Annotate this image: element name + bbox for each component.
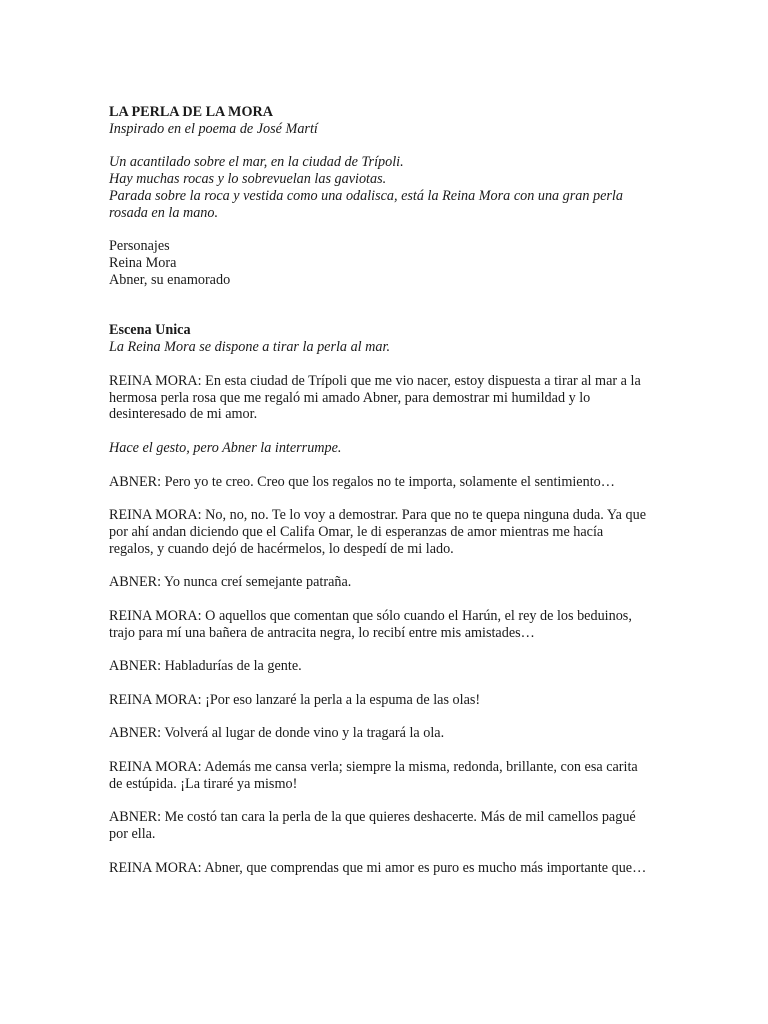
speaker-name: REINA MORA: bbox=[109, 372, 202, 389]
speaker-name: ABNER: bbox=[109, 809, 162, 826]
speech-text: Volverá al lugar de donde vino y la tragará la ola. bbox=[161, 725, 445, 742]
speech-text: No, no, no. Te lo voy a demostrar. Para que no te quepa ninguna duda. Ya que por ahí andan diciendo que el Califa Omar, le di esperanzas de amor mientras me hacía regalos, y cuando dejó de hacérmelos, lo despedí de mi lado. bbox=[109, 507, 647, 557]
speaker-name: ABNER: bbox=[109, 473, 162, 490]
dialogue-line bbox=[109, 608, 649, 642]
speaker-name: REINA MORA: bbox=[109, 759, 202, 776]
setting-line: Parada sobre la roca y vestida como una odalisca, está la Reina Mora con una gran perla rosada en la mano. bbox=[109, 187, 623, 221]
setting-line: Hay muchas rocas y lo sobrevuelan las gaviotas. bbox=[109, 171, 387, 188]
speech-text: Yo nunca creí semejante patraña. bbox=[161, 574, 352, 591]
speech-text: O aquellos que comentan que sólo cuando el Harún, el rey de los beduinos, trajo para mí una bañera de antracita negra, lo recibí entre mis amistades… bbox=[109, 607, 632, 641]
dialogue-line bbox=[109, 373, 649, 423]
dialogue-line bbox=[109, 574, 649, 591]
scene-direction: La Reina Mora se dispone a tirar la perla al mar. bbox=[109, 339, 390, 356]
speaker-name: ABNER: bbox=[109, 725, 162, 742]
header-block bbox=[109, 104, 649, 138]
scene-title: Escena Unica bbox=[109, 322, 191, 339]
dialogue-line bbox=[109, 474, 649, 491]
document-page bbox=[109, 104, 649, 893]
speaker-name: ABNER: bbox=[109, 574, 162, 591]
setting-line: Un acantilado sobre el mar, en la ciudad de Trípoli. bbox=[109, 154, 404, 171]
dialogue-line bbox=[109, 725, 649, 742]
dialogue-line bbox=[109, 809, 649, 843]
speaker-name: REINA MORA: bbox=[109, 691, 202, 708]
speech-text: Además me cansa verla; siempre la misma, redonda, brillante, con esa carita de estúpida. ¡La tiraré ya mismo! bbox=[109, 759, 638, 792]
setting-description bbox=[109, 154, 649, 221]
speaker-name: REINA MORA: bbox=[109, 859, 202, 876]
speaker-name: REINA MORA: bbox=[109, 607, 202, 624]
play-title: LA PERLA DE LA MORA bbox=[109, 104, 273, 120]
dialogue-line bbox=[109, 507, 649, 557]
play-subtitle: Inspirado en el poema de José Martí bbox=[109, 120, 318, 137]
character-item: Reina Mora bbox=[109, 255, 177, 272]
speech-text: Pero yo te creo. Creo que los regalos no te importa, solamente el sentimiento… bbox=[161, 473, 615, 490]
dialogue-line bbox=[109, 692, 649, 709]
speech-text: Habladurías de la gente. bbox=[161, 658, 302, 675]
characters-block bbox=[109, 238, 649, 288]
speaker-name: ABNER: bbox=[109, 658, 162, 675]
characters-heading: Personajes bbox=[109, 238, 170, 255]
stage-direction: Hace el gesto, pero Abner la interrumpe. bbox=[109, 439, 342, 456]
speech-text: Abner, que comprendas que mi amor es puro es mucho más importante que… bbox=[201, 859, 647, 876]
speaker-name: REINA MORA: bbox=[109, 507, 202, 524]
character-item: Abner, su enamorado bbox=[109, 271, 231, 288]
dialogue-line bbox=[109, 658, 649, 675]
dialogue-line bbox=[109, 860, 649, 877]
speech-text: En esta ciudad de Trípoli que me vio nacer, estoy dispuesta a tirar al mar a la hermosa perla rosa que me regaló mi amado Abner, para demostrar mi humildad y lo desinteresado de mi amor. bbox=[109, 372, 641, 423]
dialogue-line bbox=[109, 759, 649, 793]
speech-text: Me costó tan cara la perla de la que quieres deshacerte. Más de mil camellos pagué por ella. bbox=[109, 809, 636, 843]
speech-text: ¡Por eso lanzaré la perla a la espuma de las olas! bbox=[201, 691, 481, 708]
